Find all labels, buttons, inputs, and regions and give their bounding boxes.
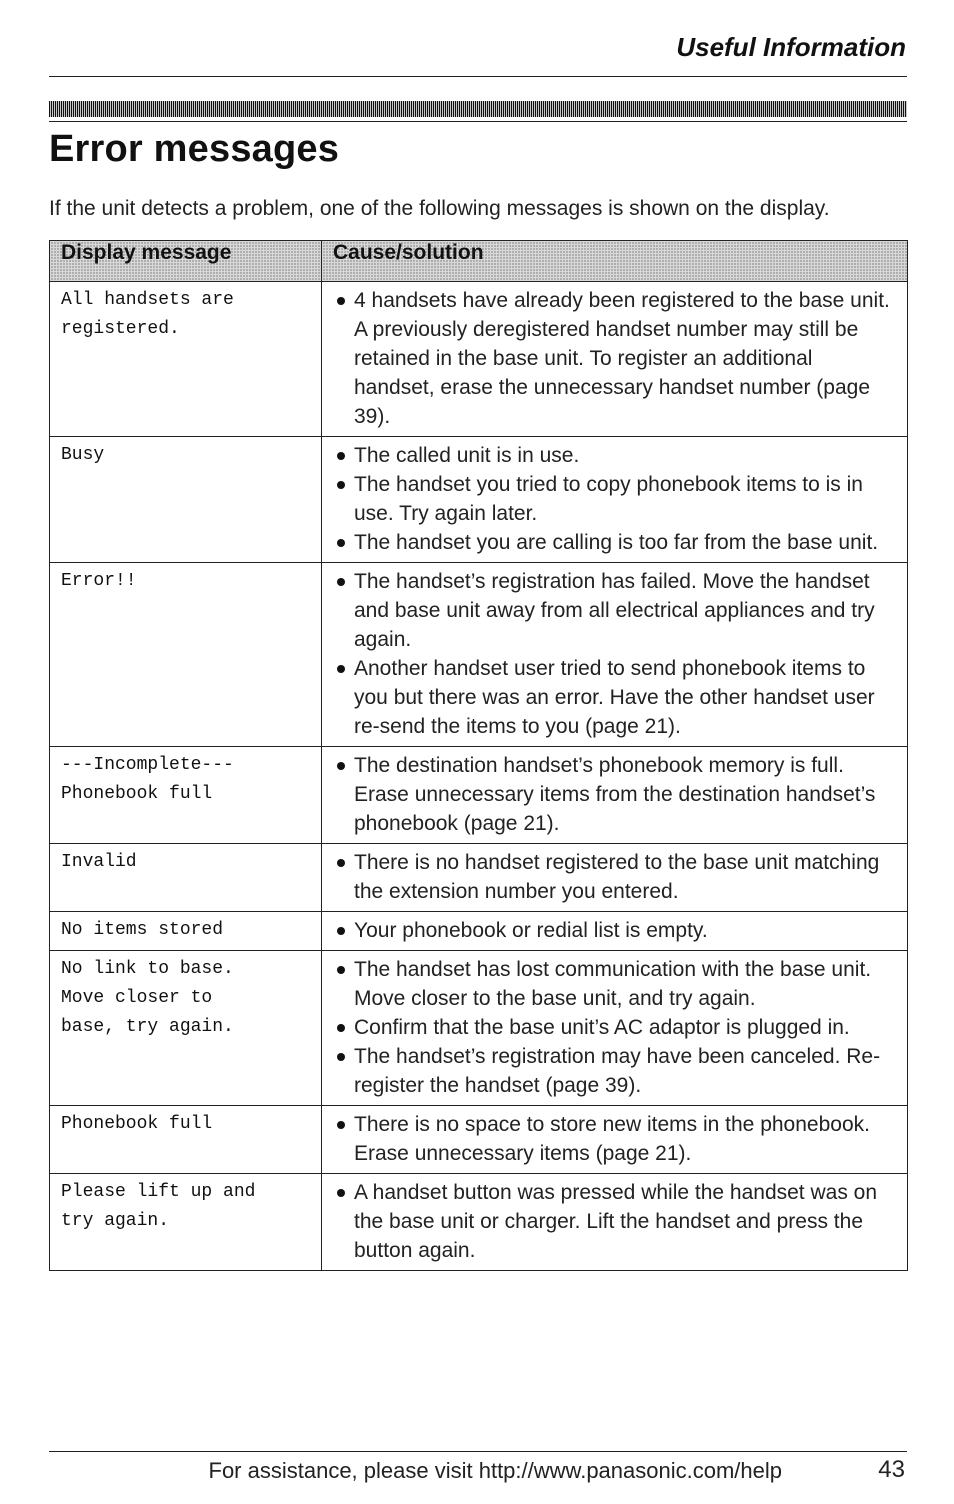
cause-solution-cell [322, 912, 908, 951]
cause-item: Another handset user tried to send phonebook items to you but there was an error. Have the other handset user re-send the items to you (page 21). [334, 654, 897, 741]
cause-solution-cell [322, 282, 908, 437]
cause-item: A handset button was pressed while the handset was on the base unit or charger. Lift the handset and press the button again. [334, 1178, 897, 1265]
cause-item: The handset’s registration has failed. Move the handset and base unit away from all electrical appliances and try again. [334, 567, 897, 654]
display-message-cell: Busy [50, 437, 322, 563]
display-message-cell: ---Incomplete--- Phonebook full [50, 747, 322, 844]
cause-item: The handset you are calling is too far from the base unit. [334, 528, 897, 557]
cause-item: The handset’s registration may have been canceled. Re-register the handset (page 39). [334, 1042, 897, 1100]
display-message-cell: Error!! [50, 563, 322, 747]
cause-solution-cell [322, 844, 908, 912]
cause-item: The handset you tried to copy phonebook items to is in use. Try again later. [334, 470, 897, 528]
table-row [50, 747, 908, 844]
cause-solution-cell [322, 437, 908, 563]
cause-item: The called unit is in use. [334, 441, 897, 470]
cause-item: Confirm that the base unit’s AC adaptor is plugged in. [334, 1013, 897, 1042]
display-message-cell: All handsets are registered. [50, 282, 322, 437]
cause-item: There is no space to store new items in the phonebook. Erase unnecessary items (page 21). [334, 1110, 897, 1168]
cause-solution-cell [322, 1174, 908, 1271]
cause-solution-cell [322, 951, 908, 1106]
column-header-display-message: Display message [50, 241, 322, 282]
intro-text: If the unit detects a problem, one of the following messages is shown on the display. [49, 197, 830, 220]
cause-solution-cell [322, 1106, 908, 1174]
display-message-cell: Invalid [50, 844, 322, 912]
display-message-cell: No items stored [50, 912, 322, 951]
cause-item: The handset has lost communication with the base unit. Move closer to the base unit, and try again. [334, 955, 897, 1013]
footer-rule [49, 1451, 907, 1452]
table-row [50, 951, 908, 1106]
table-row [50, 563, 908, 747]
display-message-cell: No link to base. Move closer to base, try again. [50, 951, 322, 1106]
table-header-row [50, 241, 908, 282]
footer-assistance-text: For assistance, please visit http://www.panasonic.com/help [208, 1458, 782, 1483]
display-message-cell: Phonebook full [50, 1106, 322, 1174]
cause-item: There is no handset registered to the base unit matching the extension number you entered. [334, 848, 897, 906]
cause-item: Your phonebook or redial list is empty. [334, 916, 897, 945]
cause-solution-cell [322, 563, 908, 747]
table-row [50, 844, 908, 912]
column-header-cause-solution: Cause/solution [322, 241, 908, 282]
table-row [50, 437, 908, 563]
cause-item: The destination handset’s phonebook memory is full. Erase unnecessary items from the destination handset’s phonebook (page 21). [334, 751, 897, 838]
title-band [49, 101, 907, 117]
cause-item: 4 handsets have already been registered to the base unit. A previously deregistered handset number may still be retained in the base unit. To register an additional handset, erase the unnecessary handset number (page 39). [334, 286, 897, 431]
error-messages-table [49, 240, 908, 1271]
display-message-cell: Please lift up and try again. [50, 1174, 322, 1271]
table-row [50, 1174, 908, 1271]
page-title: Error messages [49, 128, 340, 170]
section-label: Useful Information [676, 32, 906, 62]
table-row [50, 1106, 908, 1174]
table-row [50, 282, 908, 437]
page-number: 43 [878, 1456, 905, 1483]
title-band-rule [49, 121, 907, 122]
cause-solution-cell [322, 747, 908, 844]
header-rule [49, 76, 907, 77]
table-row [50, 912, 908, 951]
